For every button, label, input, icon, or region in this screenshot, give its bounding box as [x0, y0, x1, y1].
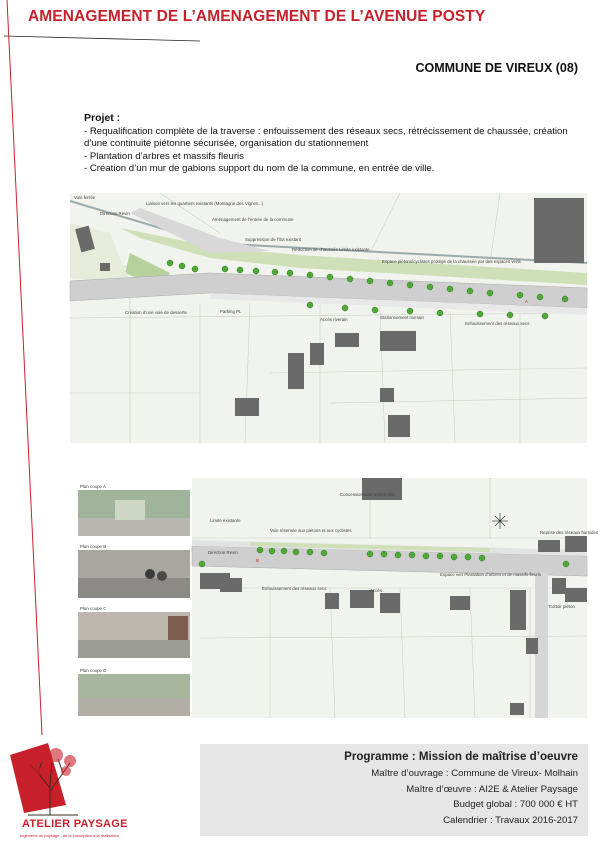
label-enfouissement: Enfouissement des réseaux secs: [262, 586, 327, 591]
programme-details: [344, 750, 578, 828]
programme-line: Budget global : 700 000 € HT: [453, 799, 578, 810]
label-reduction: Réduction de chaussée Limite existante: [292, 247, 370, 252]
programme-heading: Programme : Mission de maîtrise d’oeuvre: [344, 750, 578, 763]
coupe-a-label: Plan coupe A: [80, 484, 106, 489]
logo-tagline: Ingénierie du paysage - de la conception à la réalisation: [20, 833, 119, 838]
marker-a: A: [525, 299, 528, 304]
programme-line: Maître d’œuvre : AI2E & Atelier Paysage: [406, 783, 578, 795]
label-trottoir: Trottoir piéton: [548, 604, 575, 609]
label-amenagement: Aménagement de l’entrée de la commune: [212, 217, 294, 222]
label-direction-revin: Direction Revin: [100, 211, 130, 216]
label-limite: Limite existante: [210, 518, 241, 523]
commune-label: COMMUNE DE VIREUX (08): [415, 61, 578, 75]
label-suppression: Suppression de l’îlot existant: [245, 237, 301, 242]
programme-line: Calendrier : Travaux 2016-2017: [443, 814, 578, 826]
marker-b: B: [256, 558, 259, 563]
page-title: AMENAGEMENT DE L’AMENAGEMENT DE L’AVENUE POSTY: [28, 8, 486, 25]
section-c-thumbnail: [78, 612, 190, 658]
project-line: - Plantation d’arbres et massifs fleuris: [84, 150, 244, 162]
logo-name: ATELIER PAYSAGE: [22, 818, 128, 830]
coupe-b-label: Plan coupe B: [80, 544, 107, 549]
programme-line: Maître d’ouvrage : Commune de Vireux- Molhain: [371, 768, 578, 779]
label-reprise: Reprise des réseaux humides: [540, 530, 599, 535]
project-line: - Requalification complète de la traverse : enfouissement des réseaux secs, rétrécissement de chaussée, création d’une continuité piétonne sécurisée, organisation du stationnement: [84, 125, 568, 150]
section-d-thumbnail: [78, 674, 190, 716]
label-direction-revin: Direction Revin: [208, 550, 238, 555]
section-b-thumbnail: [78, 550, 190, 598]
project-description: [84, 112, 584, 176]
label-concessionnaire: Concessionnaire automobile: [340, 492, 396, 497]
label-espace-vert: Espace vert Plantation d’arbres et de massifs fleuris: [440, 572, 542, 577]
label-creation-voie: Création d’une voie de desserte: [125, 310, 187, 315]
label-espace: Espace piétons/cyclistes protégé de la chaussée par des espaces verts: [382, 259, 521, 264]
label-stationnement: Stationnement riverain: [380, 315, 424, 320]
label-voie-reservee: Voie réservée aux piétons et aux cyclistes: [270, 528, 352, 533]
section-a-thumbnail: [78, 490, 190, 536]
label-voie-ferree: Voie ferrée: [74, 195, 96, 200]
label-acces: Accès riverain: [320, 317, 348, 322]
programme-panel: [200, 744, 588, 836]
label-liaison: Liaison vers les quartiers existants (Montagne des Vignes...): [146, 201, 264, 206]
site-plan-top: [70, 193, 587, 443]
label-parking: Parking PL: [220, 309, 242, 314]
label-enfouissement: Enfouissement des réseaux secs: [465, 321, 530, 326]
site-plan-bottom: [70, 478, 599, 718]
coupe-d-label: Plan coupe D: [80, 668, 107, 673]
project-heading: Projet :: [84, 112, 121, 124]
coupe-c-label: Plan coupe C: [80, 606, 107, 611]
project-line: - Création d’un mur de gabions support du nom de la commune, en entrée de ville.: [84, 163, 435, 175]
label-acces: Accès: [370, 588, 382, 593]
